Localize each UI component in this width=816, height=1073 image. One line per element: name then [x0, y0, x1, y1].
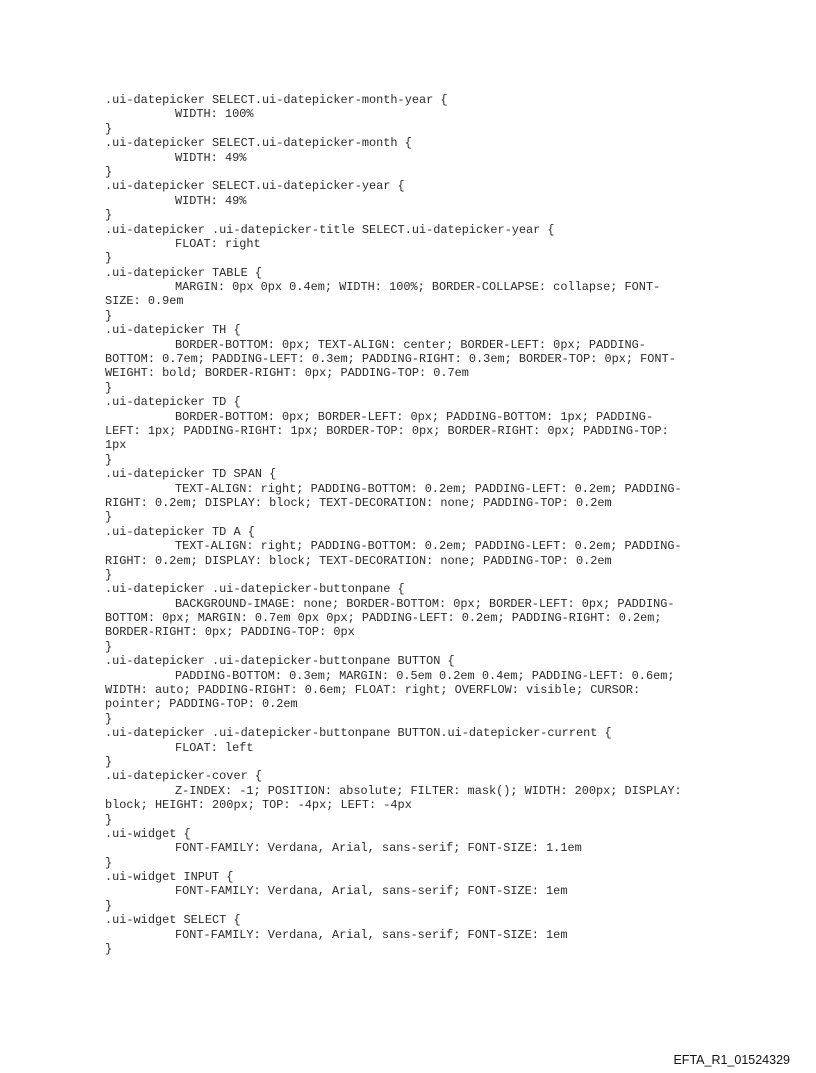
- code-line: .ui-datepicker-cover {: [105, 769, 262, 784]
- code-line: .ui-datepicker .ui-datepicker-buttonpane {: [105, 582, 405, 597]
- code-line: pointer; PADDING-TOP: 0.2em: [105, 697, 298, 712]
- code-line: }: [105, 208, 113, 223]
- code-line: block; HEIGHT: 200px; TOP: -4px; LEFT: -4px: [105, 798, 412, 813]
- code-line: }: [105, 251, 113, 266]
- code-line: }: [105, 639, 113, 654]
- code-line: .ui-datepicker .ui-datepicker-buttonpane BUTTON.ui-datepicker-current {: [105, 726, 612, 741]
- code-line: .ui-datepicker TD SPAN {: [105, 467, 277, 482]
- code-line: FONT-FAMILY: Verdana, Arial, sans-serif; FONT-SIZE: 1em: [175, 927, 568, 942]
- code-line: .ui-datepicker SELECT.ui-datepicker-month {: [105, 136, 412, 151]
- code-line: .ui-datepicker .ui-datepicker-title SELECT.ui-datepicker-year {: [105, 222, 555, 237]
- code-line: MARGIN: 0px 0px 0.4em; WIDTH: 100%; BORDER-COLLAPSE: collapse; FONT-: [175, 280, 661, 295]
- code-line: LEFT: 1px; PADDING-RIGHT: 1px; BORDER-TOP: 0px; BORDER-RIGHT: 0px; PADDING-TOP:: [105, 423, 669, 438]
- code-line: RIGHT: 0.2em; DISPLAY: block; TEXT-DECORATION: none; PADDING-TOP: 0.2em: [105, 553, 612, 568]
- code-line: .ui-widget INPUT {: [105, 870, 234, 885]
- code-line: .ui-widget {: [105, 826, 191, 841]
- code-line: .ui-datepicker SELECT.ui-datepicker-month-year {: [105, 93, 448, 107]
- code-line: .ui-datepicker TABLE {: [105, 265, 262, 280]
- code-line: }: [105, 567, 113, 582]
- code-line: BOTTOM: 0px; MARGIN: 0.7em 0px 0px; PADDING-LEFT: 0.2em; PADDING-RIGHT: 0.2em;: [105, 611, 662, 626]
- code-line: WIDTH: 100%: [175, 107, 254, 122]
- code-line: RIGHT: 0.2em; DISPLAY: block; TEXT-DECORATION: none; PADDING-TOP: 0.2em: [105, 495, 612, 510]
- code-line: FONT-FAMILY: Verdana, Arial, sans-serif; FONT-SIZE: 1em: [175, 884, 568, 899]
- code-line: .ui-datepicker TD A {: [105, 524, 255, 539]
- code-line: BORDER-BOTTOM: 0px; TEXT-ALIGN: center; BORDER-LEFT: 0px; PADDING-: [175, 337, 646, 352]
- code-line: }: [105, 380, 113, 395]
- code-line: FLOAT: right: [175, 236, 261, 251]
- code-line: Z-INDEX: -1; POSITION: absolute; FILTER: mask(); WIDTH: 200px; DISPLAY:: [175, 783, 682, 798]
- code-line: .ui-datepicker TD {: [105, 395, 241, 410]
- code-line: 1px: [105, 438, 127, 453]
- css-code-block: [105, 93, 725, 956]
- code-line: WIDTH: auto; PADDING-RIGHT: 0.6em; FLOAT: right; OVERFLOW: visible; CURSOR:: [105, 683, 641, 698]
- code-line: }: [105, 164, 113, 179]
- code-line: SIZE: 0.9em: [105, 294, 184, 309]
- code-line: .ui-datepicker TH {: [105, 323, 241, 338]
- code-line: FONT-FAMILY: Verdana, Arial, sans-serif; FONT-SIZE: 1.1em: [175, 841, 582, 856]
- code-line: }: [105, 942, 113, 957]
- code-line: }: [105, 510, 113, 525]
- code-line: }: [105, 308, 113, 323]
- code-line: PADDING-BOTTOM: 0.3em; MARGIN: 0.5em 0.2em 0.4em; PADDING-LEFT: 0.6em;: [175, 668, 675, 683]
- code-line: WIDTH: 49%: [175, 150, 247, 165]
- code-line: }: [105, 812, 113, 827]
- code-line: FLOAT: left: [175, 740, 254, 755]
- code-line: TEXT-ALIGN: right; PADDING-BOTTOM: 0.2em; PADDING-LEFT: 0.2em; PADDING-: [175, 539, 682, 554]
- code-line: .ui-widget SELECT {: [105, 913, 241, 928]
- document-id-footer: EFTA_R1_01524329: [673, 1053, 790, 1067]
- code-line: BOTTOM: 0.7em; PADDING-LEFT: 0.3em; PADDING-RIGHT: 0.3em; BORDER-TOP: 0px; FONT-: [105, 352, 676, 367]
- code-line: }: [105, 898, 113, 913]
- code-line: }: [105, 711, 113, 726]
- code-line: WEIGHT: bold; BORDER-RIGHT: 0px; PADDING-TOP: 0.7em: [105, 366, 469, 381]
- code-line: }: [105, 452, 113, 467]
- code-line: BORDER-BOTTOM: 0px; BORDER-LEFT: 0px; PADDING-BOTTOM: 1px; PADDING-: [175, 409, 654, 424]
- code-line: }: [105, 754, 113, 769]
- code-line: .ui-datepicker SELECT.ui-datepicker-year {: [105, 179, 405, 194]
- code-line: .ui-datepicker .ui-datepicker-buttonpane BUTTON {: [105, 654, 455, 669]
- code-line: WIDTH: 49%: [175, 193, 247, 208]
- code-line: }: [105, 121, 113, 136]
- code-line: BACKGROUND-IMAGE: none; BORDER-BOTTOM: 0px; BORDER-LEFT: 0px; PADDING-: [175, 596, 675, 611]
- code-line: }: [105, 855, 113, 870]
- code-line: BORDER-RIGHT: 0px; PADDING-TOP: 0px: [105, 625, 355, 640]
- code-line: TEXT-ALIGN: right; PADDING-BOTTOM: 0.2em; PADDING-LEFT: 0.2em; PADDING-: [175, 481, 682, 496]
